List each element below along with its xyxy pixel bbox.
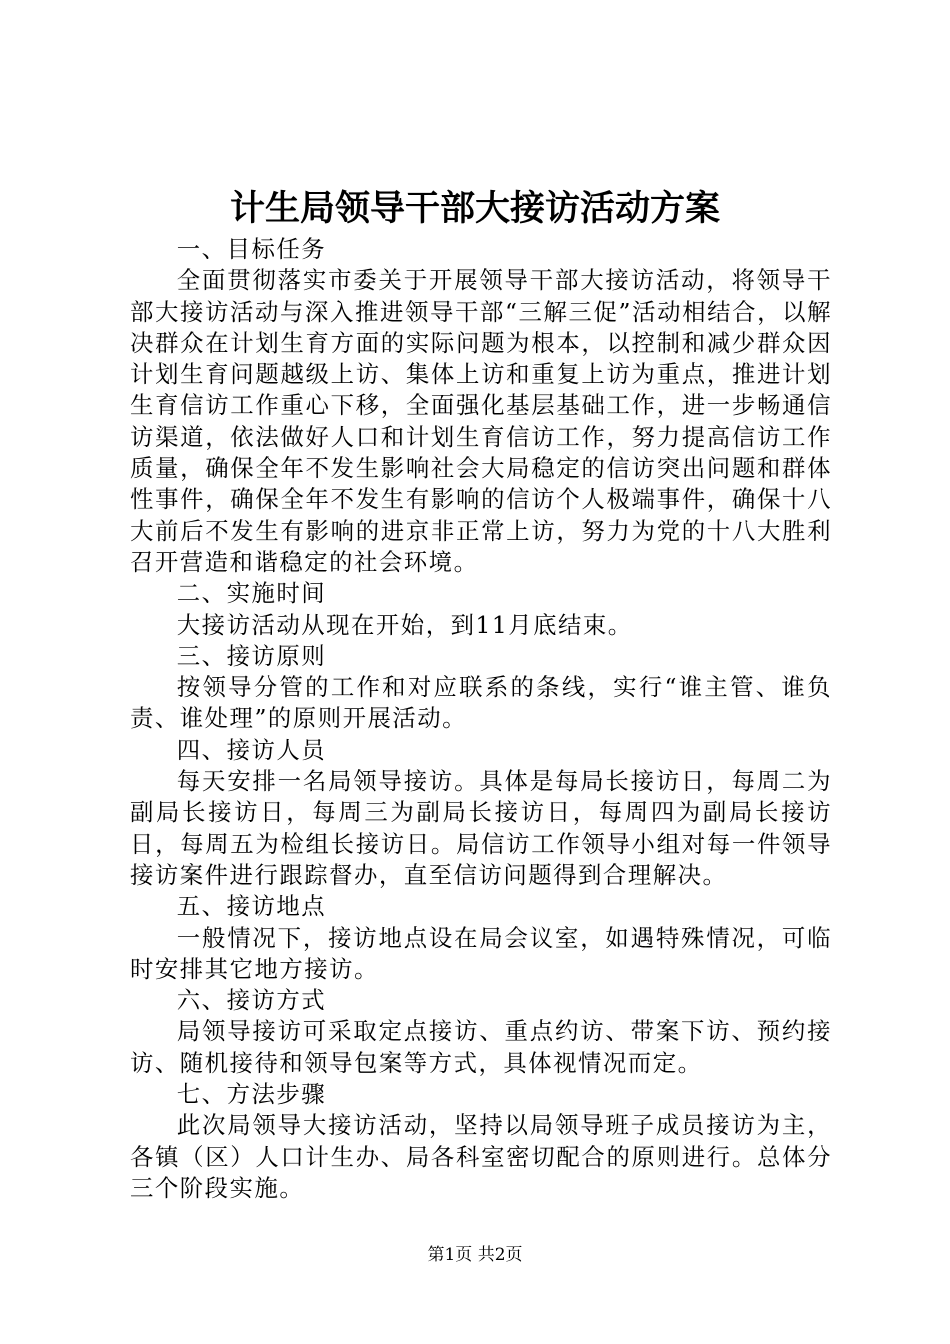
section-heading: 三、接访原则	[176, 641, 327, 670]
body-paragraph: 每天安排一名局领导接访。具体是每局长接访日，每周二为副局长接访日，每周三为副局长接访日，每周四为副局长接访日，每周五为检组长接访日。局信访工作领导小组对每一件领导接访案件进行跟踪督办，直至信访问题得到合理解决。	[130, 767, 832, 889]
page-number-footer: 第1页 共2页	[427, 1245, 523, 1265]
section-heading: 七、方法步骤	[176, 1080, 327, 1109]
document-title: 计生局领导干部大接访活动方案	[229, 188, 720, 229]
document-body	[130, 234, 832, 1204]
body-paragraph: 按领导分管的工作和对应联系的条线，实行“谁主管、谁负责、谁处理”的原则开展活动。	[130, 673, 832, 733]
body-paragraph: 大接访活动从现在开始，到11月底结束。	[176, 610, 633, 639]
section-heading: 六、接访方式	[176, 986, 327, 1015]
body-paragraph: 一般情况下，接访地点设在局会议室，如遇特殊情况，可临时安排其它地方接访。	[130, 923, 832, 983]
section-heading: 一、目标任务	[176, 235, 327, 263]
body-paragraph: 全面贯彻落实市委关于开展领导干部大接访活动，将领导干部大接访活动与深入推进领导干部“三解三促”活动相结合，以解决群众在计划生育方面的实际问题为根本，以控制和减少群众因计划生育问题越级上访、集体上访和重复上访为重点，推进计划生育信访工作重心下移，全面强化基层基础工作，进一步畅通信访渠道，依法做好人口和计划生育信访工作，努力提高信访工作质量，确保全年不发生影响社会大局稳定的信访突出问题和群体性事件，确保全年不发生有影响的信访个人极端事件，确保十八大前后不发生有影响的进京非正常上访，努力为党的十八大胜利召开营造和谐稳定的社会环境。	[130, 266, 832, 576]
body-paragraph: 此次局领导大接访活动，坚持以局领导班子成员接访为主，各镇（区）人口计生办、局各科室密切配合的原则进行。总体分三个阶段实施。	[130, 1111, 832, 1202]
body-paragraph: 局领导接访可采取定点接访、重点约访、带案下访、预约接访、随机接待和领导包案等方式，具体视情况而定。	[130, 1017, 832, 1077]
section-heading: 五、接访地点	[176, 892, 327, 921]
section-heading: 四、接访人员	[176, 735, 327, 764]
section-heading: 二、实施时间	[176, 579, 327, 608]
